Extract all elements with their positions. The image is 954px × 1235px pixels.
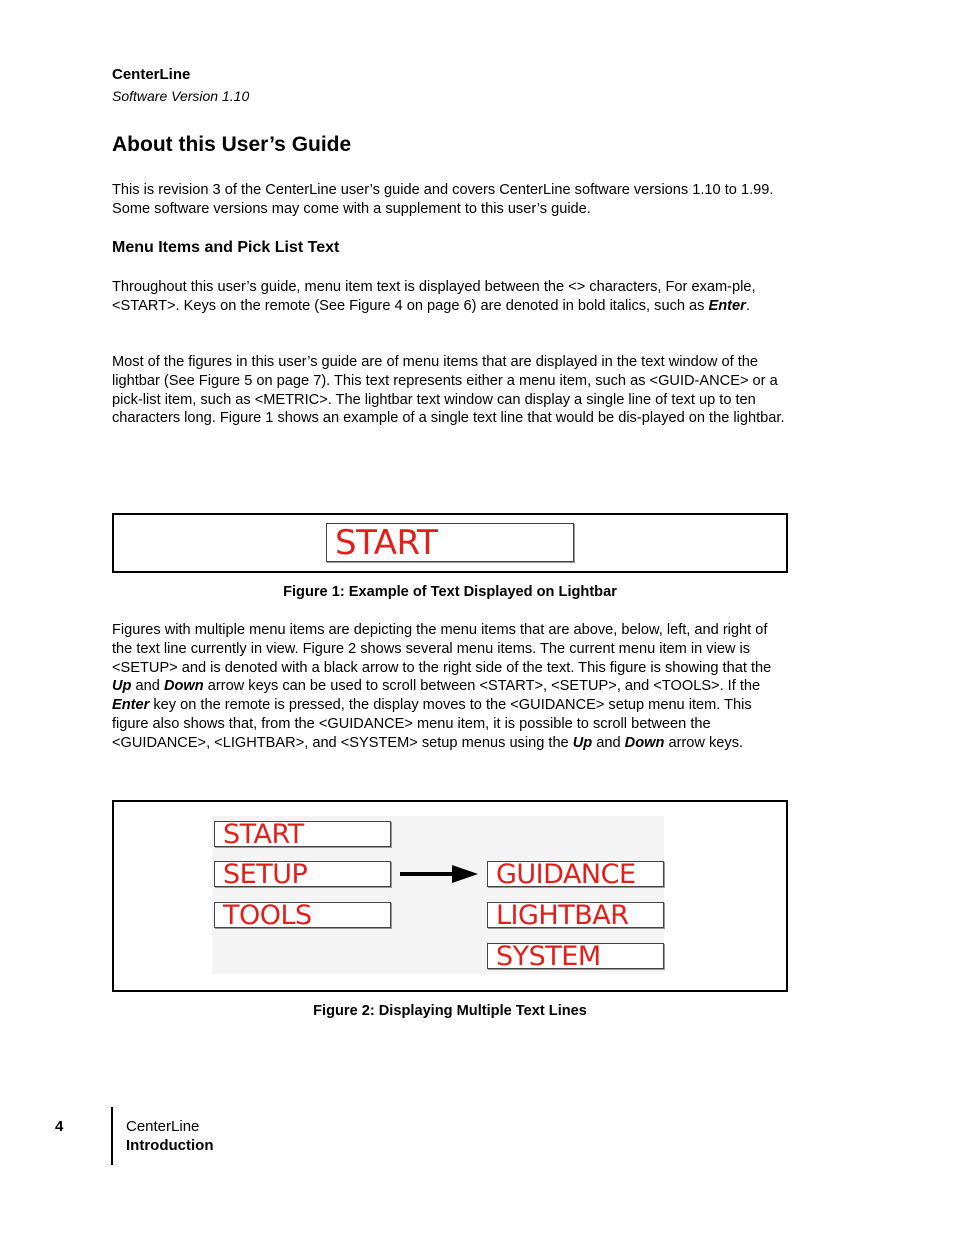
figure-2-caption: Figure 2: Displaying Multiple Text Lines xyxy=(313,1003,587,1019)
menu-item-label: LIGHTBAR xyxy=(496,899,629,931)
down-key-term: Down xyxy=(163,678,204,695)
lightbar-paragraph: Most of the figures in this user’s guide are of menu items that are displayed in the text window of the lightbar (See Figure 5 on page 7). This text represents either a menu item, such as <GUID-ANCE> or a pick-list item, such as <METRIC>. The lightbar text window can display a single line of text up to ten characters long. Figure 1 shows an example of a single text line that would be dis-played on the lightbar. xyxy=(112,354,785,427)
menu-item-label: SETUP xyxy=(223,858,308,890)
menu-text-paragraph xyxy=(112,278,788,316)
running-header-version: Software Version 1.10 xyxy=(112,88,250,104)
p4-text-6: arrow keys. xyxy=(664,734,744,751)
page-number: 4 xyxy=(55,1118,64,1135)
figure-1-box xyxy=(112,513,788,573)
lightbar-text: START xyxy=(335,522,438,563)
figure-1-caption: Figure 1: Example of Text Displayed on Lightbar xyxy=(283,584,617,600)
menu-item-tools xyxy=(214,899,391,931)
menu-item-lightbar xyxy=(487,899,664,931)
p4-text-1: Figures with multiple menu items are depicting the menu items that are above, below, left, and right of the text line currently in view. Figure 2 shows several menu items. The current menu item in view is <SETUP> and is denoted with a black arrow to the right side of the text. This figure is showing that the xyxy=(112,622,772,676)
right-arrow-icon xyxy=(400,863,480,885)
p4-text-4: key on the remote is pressed, the display moves to the <GUIDANCE> setup menu item. This figure also shows that, from the <GUIDANCE> menu item, it is possible to scroll between the <GUIDANCE>, <LIGHTBAR>, and <SYSTEM> setup menus using the xyxy=(112,697,752,751)
multiple-items-paragraph xyxy=(112,621,788,753)
down-key-term: Down xyxy=(624,734,665,751)
subsection-heading: Menu Items and Pick List Text xyxy=(112,239,340,256)
up-key-term: Up xyxy=(572,734,593,751)
menu-item-label: START xyxy=(223,818,304,850)
p4-text-3: arrow keys can be used to scroll between <START>, <SETUP>, and <TOOLS>. If the xyxy=(203,678,761,695)
menu-item-guidance xyxy=(487,858,664,890)
menu-item-label: TOOLS xyxy=(223,899,312,931)
up-key-term: Up xyxy=(112,678,132,695)
menu-item-label: GUIDANCE xyxy=(496,858,636,890)
figure-2-box xyxy=(112,800,788,992)
footer-product: CenterLine xyxy=(126,1118,200,1135)
intro-paragraph: This is revision 3 of the CenterLine user’s guide and covers CenterLine software versions 1.10 to 1.99. Some software versions may come with a supplement to this user’s guide. xyxy=(112,182,774,217)
menu-item-system xyxy=(487,940,664,972)
lightbar-display xyxy=(326,523,574,562)
running-header-product: CenterLine xyxy=(112,66,191,83)
footer-divider xyxy=(111,1107,113,1165)
p4-text-2: and xyxy=(131,678,164,695)
menu-item-label: SYSTEM xyxy=(496,940,601,972)
p2-end: . xyxy=(745,297,750,314)
p4-text-5: and xyxy=(592,734,625,751)
enter-key-term: Enter xyxy=(708,297,746,314)
enter-key-term: Enter xyxy=(112,697,150,714)
footer-section: Introduction xyxy=(126,1137,214,1154)
p2-text: Throughout this user’s guide, menu item text is displayed between the <> characters, For exam-ple, <START>. Keys on the remote (See Figure 4 on page 6) are denoted in bold italics, such as xyxy=(112,279,756,314)
menu-item-setup xyxy=(214,858,391,890)
menu-item-start xyxy=(214,818,391,850)
section-heading: About this User’s Guide xyxy=(112,133,352,156)
